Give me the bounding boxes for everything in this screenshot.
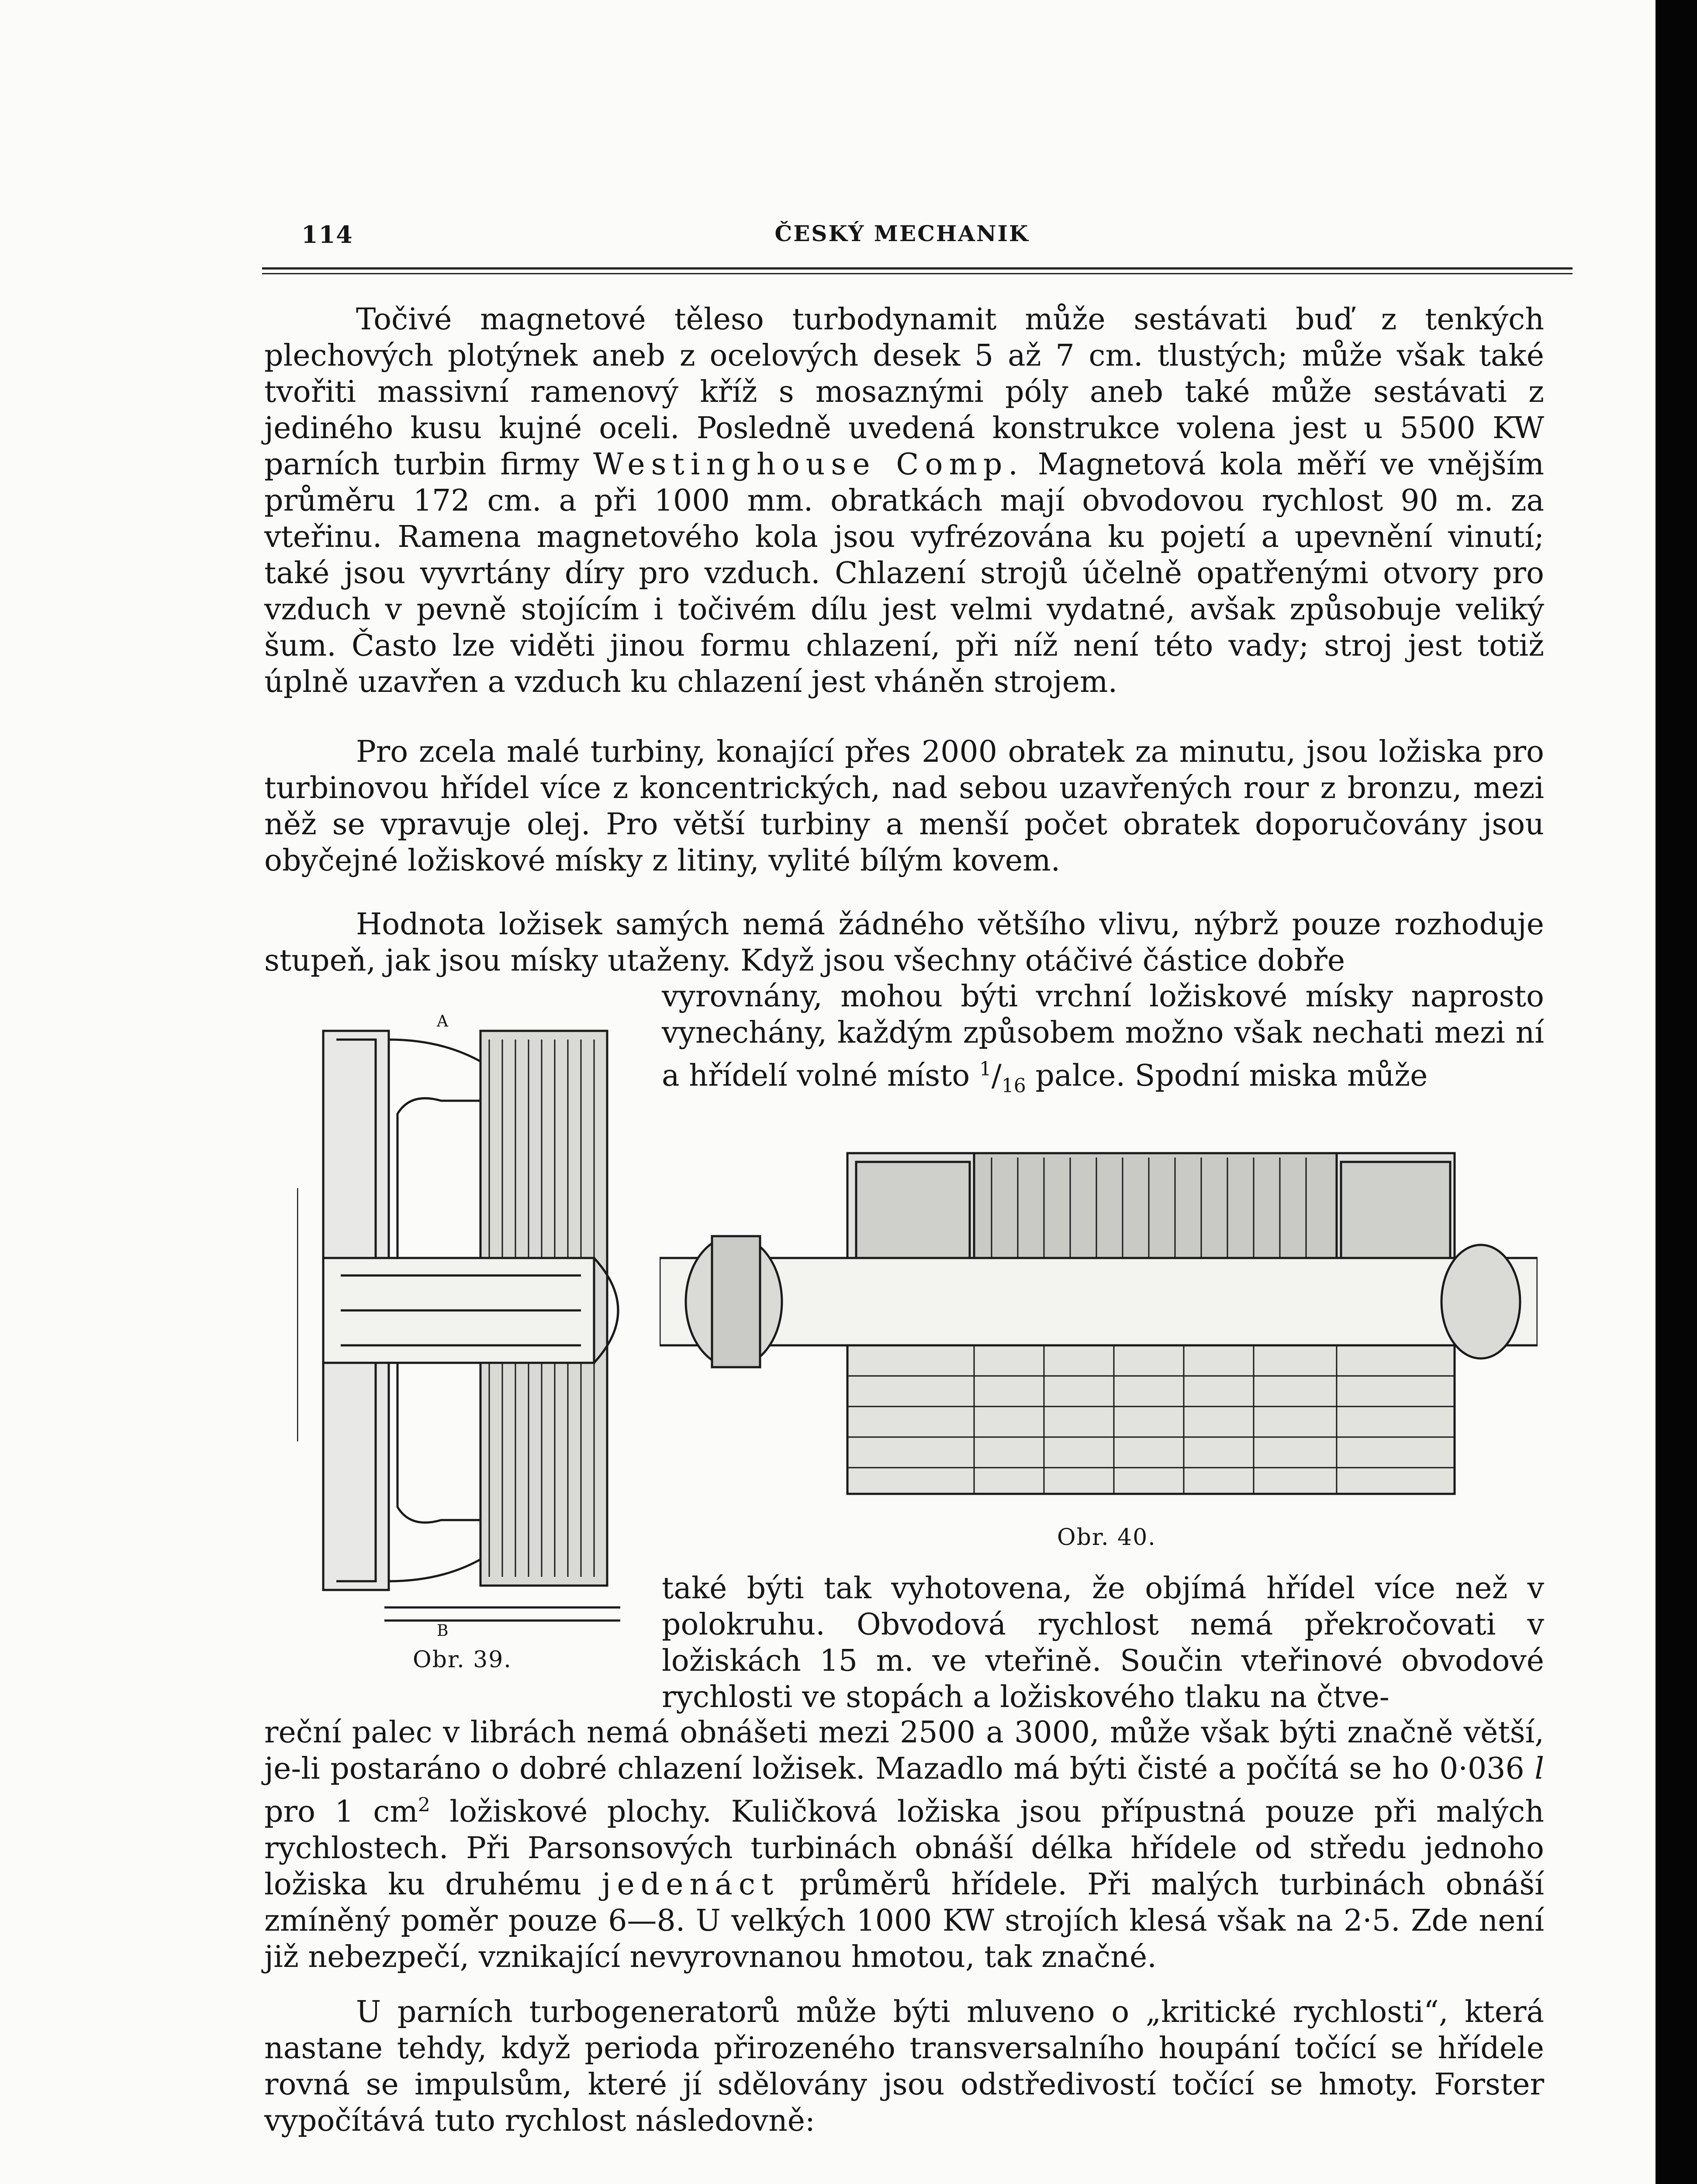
journal-title: ČESKÝ MECHANIK (774, 221, 1030, 246)
paragraph-text: Pro zcela malé turbiny, konající přes 2000 obratek za minutu, jsou ložiska pro turbinovou hřídel více z koncentrických, nad sebou uzavřených rour z bronzu, mezi něž se vpravuje olej. Pro větší turbiny a menší počet obratek doporučovány jsou obyčejné ložiskové mísky z litiny, vylité bílým kovem. (264, 735, 1544, 878)
paragraph-text: vyrovnány, mohou býti vrchní ložiskové mísky naprosto vynechány, každým způsobem možno však nechati mezi ní a hřídelí volné místo (662, 979, 1544, 1093)
fraction-numerator: 1 (979, 1058, 992, 1080)
paragraph-text: průměrů hřídele. Při malých turbinách obnáší zmíněný poměr pouze 6—8. U velkých 1000 KW strojích klesá však na 2·5. Zde není již nebezpečí, vznikající nevyrovnanou hmotou, tak značné. (264, 1867, 1545, 1974)
paragraph-text: Točivé magnetové těleso turbodynamit může sestávati buď z tenkých plechových plotýnek aneb z ocelových desek 5 až 7 cm. tlustých; může však také tvořiti massivní ramenový kříž s mosaznými póly aneb také může sestávati z jediného kusu kujné oceli. Posledně uvedená konstrukce volena jest u 5500 KW parních turbin firmy (264, 302, 1544, 482)
figure-40-caption: Obr. 40. (1057, 1524, 1156, 1551)
emphasis-spaced: jedenáct (601, 1867, 780, 1902)
paragraph-bearing-value (264, 906, 1544, 979)
figure-39-rotor-section (297, 1013, 646, 1638)
paragraph-text: reční palec v librách nemá obnášeti mezi 2500 a 3000, může však býti značně větší, je-li postaráno o dobré chlazení ložisek. Mazadlo má býti čisté a počítá se ho 0·036 (264, 1715, 1544, 1786)
paragraph-rotor-construction (264, 301, 1544, 700)
paragraph-lubrication (264, 1714, 1544, 1975)
paragraph-bearing-value-cont: vyrovnány, mohou býti vrchní ložiskové mísky naprosto vynechány, každým způsobem možno však nechati mezi ní a hřídelí volné místo $^1/_{16}$ palce. Spodní miska může (662, 979, 1544, 1097)
unit-litre: l (1535, 1752, 1545, 1786)
paragraph-text: U parních turbogeneratorů může býti mluveno o „kritické rychlosti“, která nastane tehdy, když perioda přirozeného transversalního houpání točící se hřídele rovná se impulsům, které jí sdělovány jsou odstředivostí točící se hmoty. Forster vypočítává tuto rychlost následovně: (264, 1995, 1544, 2138)
header-rule-thin (262, 273, 1573, 274)
page-number: 114 (301, 221, 353, 249)
paragraph-text: také býti tak vyhotovena, že objímá hřídel více než v polokruhu. Obvodová rychlost nemá překročovati v ložiskách 15 m. ve vteřině. Součin vteřinové obvodové rychlosti ve stopách a ložiskového tlaku na čtve- (662, 1571, 1544, 1714)
paragraph-text: pro 1 cm (264, 1794, 418, 1829)
figure-40-rotor-assembly (660, 1149, 1538, 1498)
paragraph-text: Magnetová kola měří ve vnějším průměru 172 cm. a při 1000 mm. obratkách mají obvodovou rychlost 90 m. za vteřinu. Ramena magnetového kola jsou vyfrézována ku pojetí a upevnění vinutí; také jsou vyvrtány díry pro vzduch. Chlazení strojů účelně opatřenými otvory pro vzduch v pevně stojícím i točivém dílu jest velmi vydatné, avšak způsobuje veliký šum. Často lze viděti jinou formu chlazení, při níž není této vady; stroj jest totiž úplně uzavřen a vzduch ku chlazení jest vháněn strojem. (264, 447, 1544, 699)
figure-39-caption: Obr. 39. (413, 1647, 512, 1673)
paragraph-critical-speed (264, 1994, 1544, 2139)
paragraph-bearing-shell (662, 1570, 1544, 1715)
paragraph-text: ložiskové plochy. Kuličková ložiska jsou přípustná pouze při malých rychlostech. Při Parsonsových turbinách obnáší délka hřídele od středu jednoho ložiska ku druhému (264, 1794, 1544, 1902)
fraction-denominator: 16 (1001, 1075, 1026, 1097)
fig39-label-b: B (437, 1622, 449, 1638)
running-head (262, 221, 1542, 260)
company-name: Westinghouse Comp. (593, 447, 1024, 482)
fig39-label-a: A (437, 1013, 448, 1030)
superscript: 2 (418, 1794, 430, 1816)
scan-edge (1656, 0, 1697, 2184)
header-rule (262, 267, 1573, 270)
paragraph-text: Hodnota ložisek samých nemá žádného většího vlivu, nýbrž pouze rozhoduje stupeň, jak jsou mísky utaženy. Když jsou všechny otáčivé částice dobře (264, 907, 1544, 978)
paragraph-bearings (264, 734, 1544, 879)
paragraph-text: palce. Spodní miska může (1035, 1058, 1428, 1093)
